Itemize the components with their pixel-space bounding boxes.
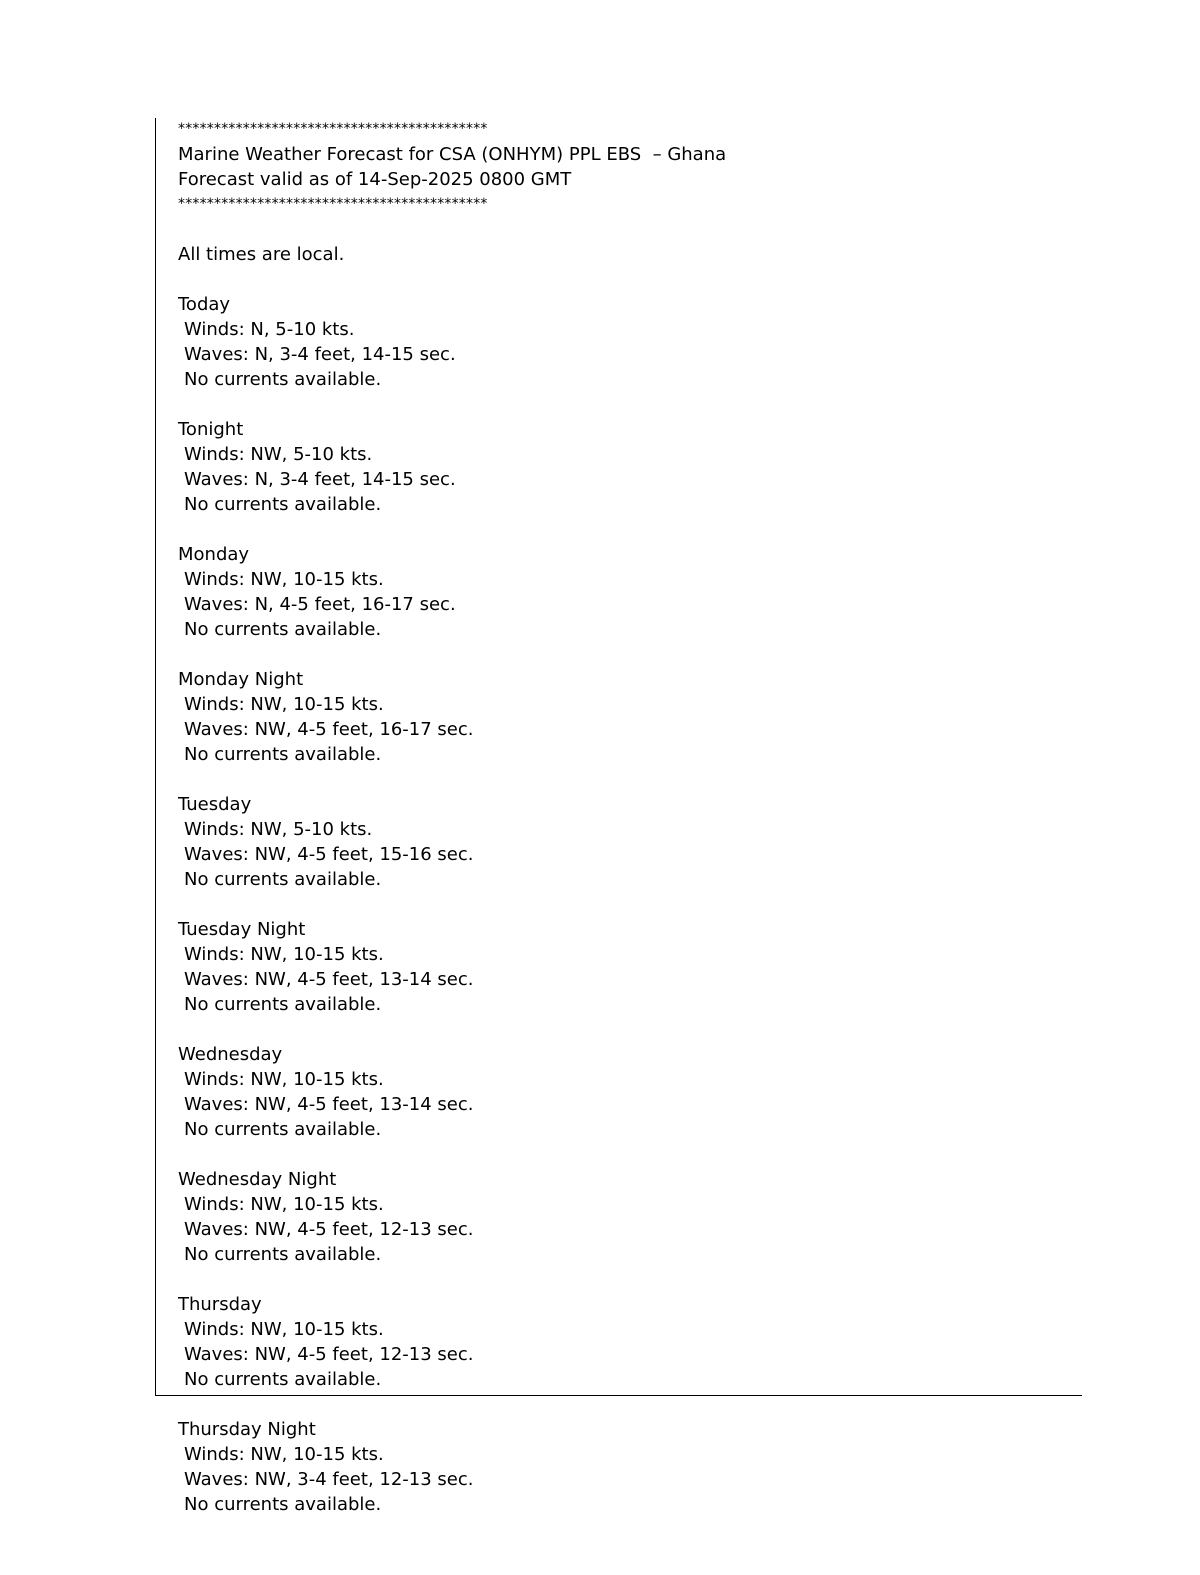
period-currents: No currents available. bbox=[184, 744, 382, 765]
period-currents: No currents available. bbox=[184, 369, 382, 390]
forecast-period bbox=[178, 1417, 1078, 1517]
spacer bbox=[178, 1392, 1078, 1417]
period-name: Thursday bbox=[178, 1294, 262, 1315]
period-currents: No currents available. bbox=[184, 1494, 382, 1515]
period-winds: Winds: NW, 10-15 kts. bbox=[184, 1194, 384, 1215]
period-currents: No currents available. bbox=[184, 619, 382, 640]
period-currents: No currents available. bbox=[184, 1369, 382, 1390]
forecast-valid-time: Forecast valid as of 14-Sep-2025 0800 GMT bbox=[178, 169, 572, 190]
period-winds: Winds: N, 5-10 kts. bbox=[184, 319, 355, 340]
period-name: Monday bbox=[178, 544, 250, 565]
forecast-period bbox=[178, 917, 1078, 1042]
period-waves: Waves: NW, 4-5 feet, 12-13 sec. bbox=[184, 1219, 474, 1240]
period-name: Wednesday bbox=[178, 1044, 283, 1065]
forecast-period bbox=[178, 1042, 1078, 1167]
time-note: All times are local. bbox=[178, 244, 345, 265]
period-winds: Winds: NW, 10-15 kts. bbox=[184, 569, 384, 590]
period-waves: Waves: N, 3-4 feet, 14-15 sec. bbox=[184, 344, 456, 365]
forecast-period bbox=[178, 292, 1078, 417]
forecast-period bbox=[178, 667, 1078, 792]
period-waves: Waves: N, 3-4 feet, 14-15 sec. bbox=[184, 469, 456, 490]
period-name: Today bbox=[178, 294, 231, 315]
period-currents: No currents available. bbox=[184, 1119, 382, 1140]
forecast-period bbox=[178, 1167, 1078, 1292]
forecast-period bbox=[178, 542, 1078, 667]
header-stars-top: ******************************************* bbox=[178, 121, 488, 137]
period-waves: Waves: NW, 4-5 feet, 13-14 sec. bbox=[184, 969, 474, 990]
header-stars-bottom: ******************************************* bbox=[178, 196, 488, 212]
period-name: Tuesday bbox=[178, 794, 252, 815]
spacer bbox=[178, 217, 1078, 242]
period-winds: Winds: NW, 5-10 kts. bbox=[184, 819, 373, 840]
period-winds: Winds: NW, 10-15 kts. bbox=[184, 1319, 384, 1340]
spacer bbox=[178, 1267, 1078, 1292]
period-name: Wednesday Night bbox=[178, 1169, 337, 1190]
period-name: Tuesday Night bbox=[178, 919, 306, 940]
period-waves: Waves: N, 4-5 feet, 16-17 sec. bbox=[184, 594, 456, 615]
spacer bbox=[178, 767, 1078, 792]
period-currents: No currents available. bbox=[184, 869, 382, 890]
period-name: Monday Night bbox=[178, 669, 304, 690]
spacer bbox=[178, 267, 1078, 292]
forecast-title: Marine Weather Forecast for CSA (ONHYM) PPL EBS – Ghana bbox=[178, 144, 727, 165]
period-winds: Winds: NW, 10-15 kts. bbox=[184, 1069, 384, 1090]
forecast-period bbox=[178, 792, 1078, 917]
period-winds: Winds: NW, 10-15 kts. bbox=[184, 1444, 384, 1465]
period-name: Thursday Night bbox=[178, 1419, 316, 1440]
period-waves: Waves: NW, 3-4 feet, 12-13 sec. bbox=[184, 1469, 474, 1490]
frame-left-rule bbox=[155, 118, 156, 1396]
spacer bbox=[178, 642, 1078, 667]
period-winds: Winds: NW, 5-10 kts. bbox=[184, 444, 373, 465]
spacer bbox=[178, 517, 1078, 542]
spacer bbox=[178, 392, 1078, 417]
period-currents: No currents available. bbox=[184, 1244, 382, 1265]
forecast-period bbox=[178, 417, 1078, 542]
period-currents: No currents available. bbox=[184, 994, 382, 1015]
period-currents: No currents available. bbox=[184, 494, 382, 515]
spacer bbox=[178, 892, 1078, 917]
period-waves: Waves: NW, 4-5 feet, 16-17 sec. bbox=[184, 719, 474, 740]
spacer bbox=[178, 1142, 1078, 1167]
forecast-document bbox=[178, 117, 1078, 1517]
period-winds: Winds: NW, 10-15 kts. bbox=[184, 944, 384, 965]
period-winds: Winds: NW, 10-15 kts. bbox=[184, 694, 384, 715]
period-name: Tonight bbox=[178, 419, 244, 440]
period-waves: Waves: NW, 4-5 feet, 15-16 sec. bbox=[184, 844, 474, 865]
forecast-period bbox=[178, 1292, 1078, 1417]
period-waves: Waves: NW, 4-5 feet, 13-14 sec. bbox=[184, 1094, 474, 1115]
spacer bbox=[178, 1017, 1078, 1042]
period-waves: Waves: NW, 4-5 feet, 12-13 sec. bbox=[184, 1344, 474, 1365]
